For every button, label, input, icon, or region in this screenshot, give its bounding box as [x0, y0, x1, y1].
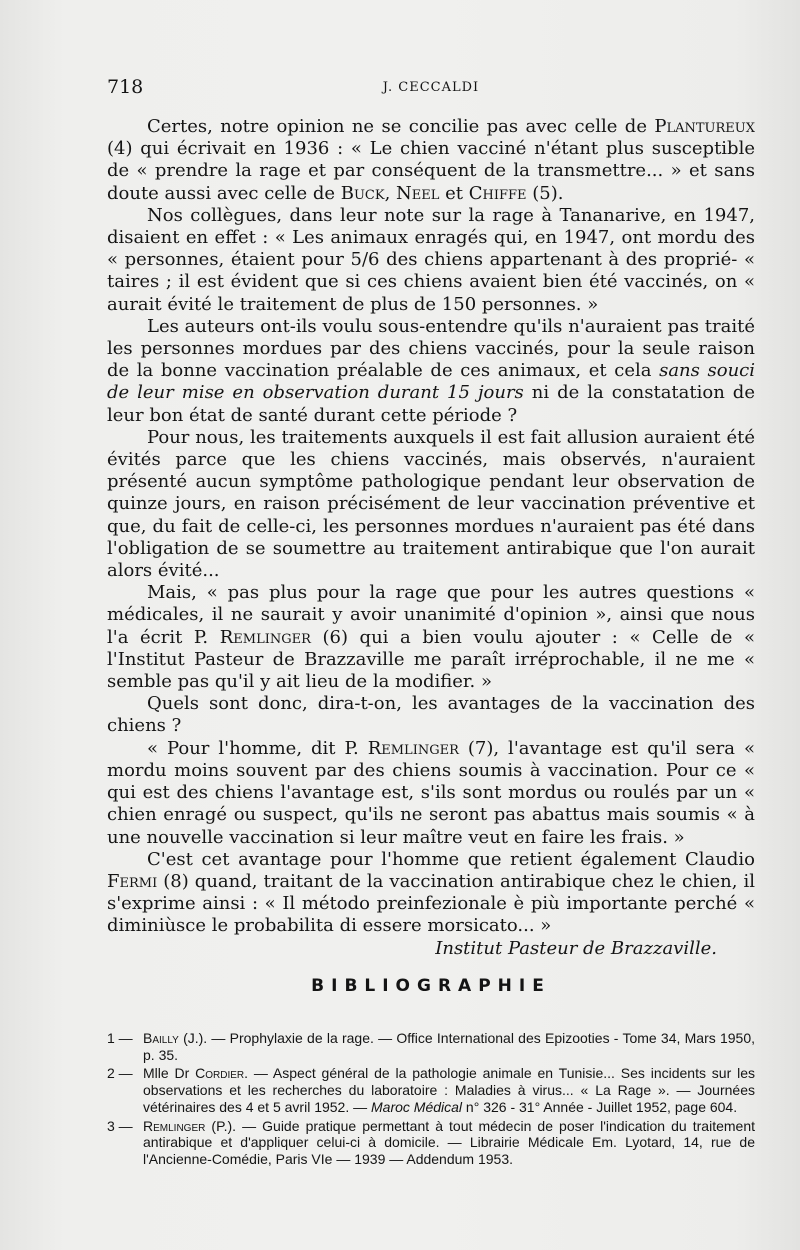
- paragraph-6: Quels sont donc, dira-t-on, les avantages de la vaccination des chiens ?: [107, 693, 755, 737]
- ref-journal: Maroc Médical: [371, 1098, 463, 1115]
- bibliography-list: [107, 1030, 755, 1170]
- text-span: n° 326 - 31° Année - Juillet 1952, page 604.: [462, 1098, 738, 1115]
- text-span: Certes, notre opinion ne se concilie pas avec celle de: [147, 116, 655, 137]
- paragraph-4: Pour nous, les traitements auxquels il est fait allusion auraient été évités parce que les chiens vaccinés, mais observés, n'auraient présenté aucun symptôme pathologique pendant leur observation de quinze jours, en raison précisément de leur vaccination préventive et que, du fait de celle-ci, les personnes mordues n'auraient pas été dans l'obligation de se soumettre au traitement antirabique que l'on aurait alors évité...: [107, 426, 755, 582]
- ref-number: 2 —: [107, 1065, 133, 1082]
- ref-author: Bailly: [143, 1030, 179, 1046]
- text-span: et: [439, 182, 469, 204]
- ref-text: [143, 1065, 755, 1115]
- signature-affiliation: Institut Pasteur de Brazzaville.: [435, 937, 717, 959]
- text-span: (7), l'avantage est qu'il sera « mordu moins souvent par des chiens soumis à vaccination. Pour ce « qui est des chiens l'avantage est, s'ils sont mordus ou roulés par un « chien enragé ou suspect, qu'ils ne seront pas abattus mais soumis « à une nouvelle vaccination si leur maître veut en faire les frais. »: [107, 737, 755, 848]
- paragraph-2: Nos collègues, dans leur note sur la rage à Tananarive, en 1947, disaient en effet : « Les animaux enragés qui, en 1947, ont mordu des « personnes, étaient pour 5/6 des chiens appartenant à des proprié- « taires ; il est évident que si ces chiens avaient bien été vaccinés, on « aurait évité le traitement de plus de 150 personnes. »: [107, 204, 755, 315]
- paragraph-8: [107, 849, 755, 938]
- paragraph-5: [107, 582, 755, 693]
- text-span: ni de la constatation de leur bon état de santé durant cette période ?: [107, 382, 755, 426]
- author-name: Chiffe: [468, 182, 527, 204]
- paragraph-7: [107, 738, 755, 849]
- text-span: (4) qui écrivait en 1936 : « Le chien vacciné n'étant plus susceptible de « prendre la rage et par conséquent de la transmettre... » et sans doute aussi avec celle de: [107, 138, 755, 204]
- author-name: Neel: [396, 182, 440, 204]
- text-span: Mlle Dr: [143, 1065, 196, 1082]
- text-span: (J.). — Prophylaxie de la rage. — Office International des Epizooties - Tome 34, Mars 1950, p. 35.: [143, 1030, 755, 1063]
- text-span: . — Aspect général de la pathologie animale en Tunisie... Ses incidents sur les observations et les recherches du laboratoire : Maladies à virus... « La Rage ». — Journées vétérinaires des 4 et 5 avril 1952. —: [143, 1065, 755, 1115]
- bibliography-entry: [107, 1065, 755, 1115]
- ref-number: 3 —: [107, 1117, 133, 1134]
- text-span: (6) qui a bien voulu ajouter : « Celle de « l'Institut Pasteur de Brazzaville me paraît irréprochable, il ne me « semble pas qu'il y ait lieu de la modifier. »: [107, 626, 755, 693]
- ref-text: [143, 1118, 755, 1168]
- running-head: J. CECCALDI: [382, 80, 480, 95]
- bibliography-title: BIBLIOGRAPHIE: [311, 976, 551, 996]
- body-text: [107, 116, 755, 960]
- bibliography-entry: [107, 1118, 755, 1168]
- page-number: 718: [107, 76, 144, 98]
- ref-author: Remlinger: [143, 1117, 206, 1134]
- author-name: Buck: [340, 182, 385, 204]
- text-span: Mais, « pas plus pour la rage que pour les autres questions « médicales, il ne saurait y avoir unanimité d'opinion », ainsi que nous l'a écrit P.: [107, 582, 755, 648]
- text-span: ,: [384, 182, 397, 204]
- text-span: (5).: [526, 182, 564, 204]
- text-span: « Pour l'homme, dit P.: [147, 737, 368, 759]
- page-header: [107, 76, 755, 102]
- ref-author: Cordier: [195, 1065, 245, 1082]
- paragraph-1: [107, 116, 755, 205]
- text-span: Les auteurs ont-ils voulu sous-entendre qu'ils n'auraient pas traité les personnes mordues par des chiens vaccinés, pour la seule raison de la bonne vaccination préalable de ces animaux, et cela: [107, 315, 755, 382]
- paragraph-3: [107, 316, 755, 427]
- author-name: Fermi: [107, 870, 158, 892]
- text-span: (8) quand, traitant de la vaccination antirabique chez le chien, il s'exprime ainsi : « Il método preinfezionale è più importante perché « diminiùsce le probabilita di essere morsicato... »: [107, 870, 755, 937]
- author-name: Plantureux: [654, 116, 755, 137]
- author-name: Remlinger: [219, 626, 311, 648]
- text-span: (P.). — Guide pratique permettant à tout médecin de poser l'indication du traitement antirabique et d'appliquer celui-ci à domicile. — Librairie Médicale Em. Lyotard, 14, rue de l'Ancienne-Comédie, Paris VIe — 1939 — Addendum 1953.: [143, 1117, 755, 1167]
- ref-text: [143, 1030, 755, 1063]
- text-span: C'est cet avantage pour l'homme que retient également Claudio: [147, 848, 755, 870]
- italic-phrase: sans souci de leur mise en observation durant 15 jours: [107, 360, 755, 404]
- ref-number: 1 —: [107, 1030, 133, 1046]
- bibliography-entry: [107, 1030, 755, 1063]
- author-name: Remlinger: [367, 737, 459, 759]
